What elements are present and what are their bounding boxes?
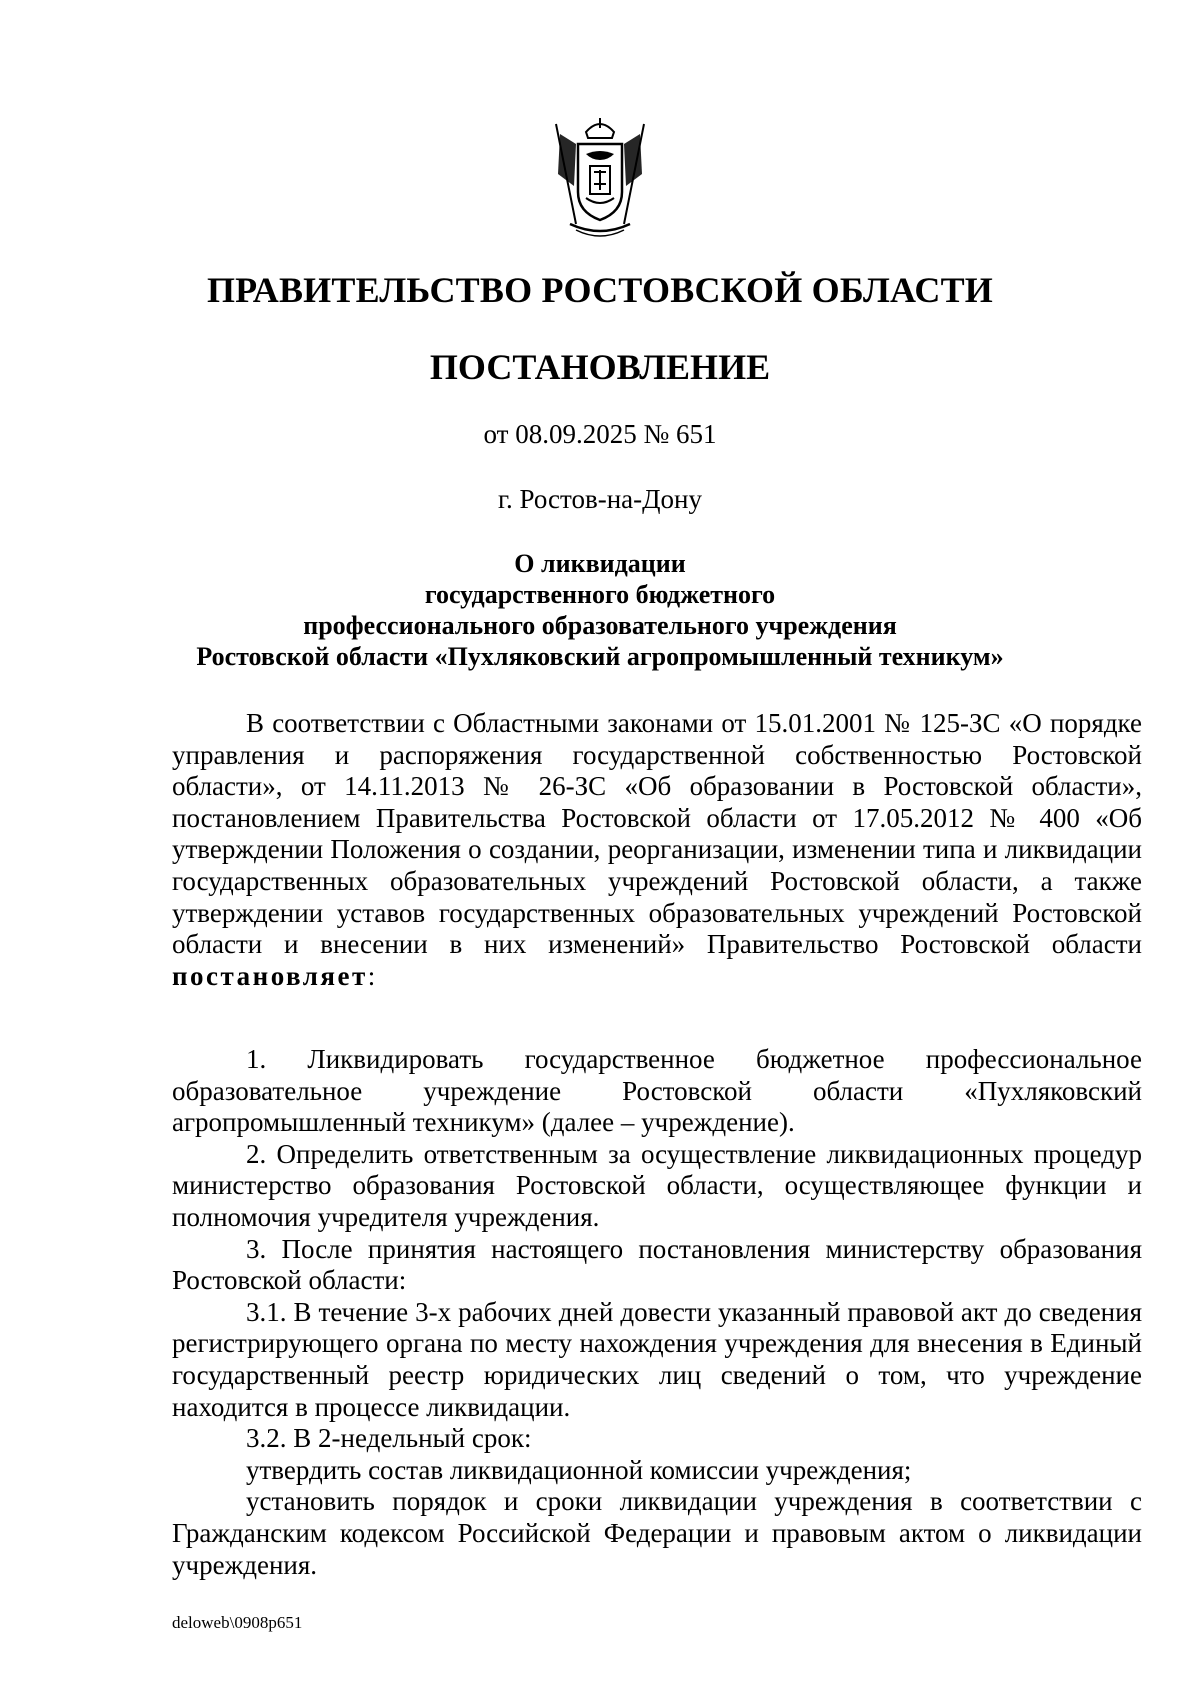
document-registry-code: deloweb\0908р651 [172, 1613, 303, 1632]
subject-line: профессионального образовательного учреждения [303, 611, 897, 640]
decree-item-1: 1. Ликвидировать государственное бюджетное профессиональное образовательное учреждение Ростовской области «Пухляковский агропромышленный техникум» (далее – учреждение). [172, 1044, 1142, 1138]
rostov-oblast-coat-of-arms-icon [546, 114, 654, 242]
preamble-paragraph [172, 708, 1142, 992]
preamble-body: В соответствии с Областными законами от 15.01.2001 № 125-ЗС «О порядке управления и распоряжения государственной собственностью Ростовской области», от 14.11.2013 № 26-ЗС «Об образовании в Ростовской области», постановлением Правительства Ростовской области от 17.05.2012 № 400 «Об утверждении Положения о создании, реорганизации, изменении типа и ликвидации государственных образовательных учреждений Ростовской области, а также утверждении уставов государственных образовательных учреждений Ростовской области и внесении в них изменений» Правительство Ростовской области [172, 708, 1142, 960]
document-date-number: от 08.09.2025 № 651 [483, 419, 717, 449]
document-subject [160, 548, 1040, 672]
subject-line: О ликвидации [514, 549, 686, 578]
subject-line: государственного бюджетного [424, 580, 776, 609]
decree-word: постановляет [172, 960, 368, 991]
decree-item-2: 2. Определить ответственным за осуществление ликвидационных процедур министерство образования Ростовской области, осуществляющее функции и полномочия учредителя учреждения. [172, 1138, 1142, 1232]
decree-item-3-2: 3.2. В 2-недельный срок: [246, 1423, 532, 1454]
preamble-colon: : [367, 960, 376, 991]
decree-subitem-commission: утвердить состав ликвидационной комиссии учреждения; [246, 1454, 912, 1485]
decree-items [172, 1044, 1142, 1581]
organization-title: ПРАВИТЕЛЬСТВО РОСТОВСКОЙ ОБЛАСТИ [206, 270, 994, 310]
subject-line: Ростовской области «Пухляковский агропромышленный техникум» [196, 642, 1004, 671]
decree-item-3: 3. После принятия настоящего постановления министерству образования Ростовской области: [172, 1233, 1142, 1296]
preamble-text [172, 708, 1142, 992]
document-city: г. Ростов-на-Дону [497, 484, 702, 514]
decree-subitem-procedure: установить порядок и сроки ликвидации учреждения в соответствии с Гражданским кодексом Российской Федерации и правовым актом о ликвидации учреждения. [172, 1486, 1142, 1580]
document-type-title: ПОСТАНОВЛЕНИЕ [429, 347, 771, 387]
decree-item-3-1: 3.1. В течение 3-х рабочих дней довести указанный правовой акт до сведения регистрирующего органа по месту нахождения учреждения для внесения в Единый государственный реестр юридических лиц сведений о том, что учреждение находится в процессе ликвидации. [172, 1296, 1142, 1422]
